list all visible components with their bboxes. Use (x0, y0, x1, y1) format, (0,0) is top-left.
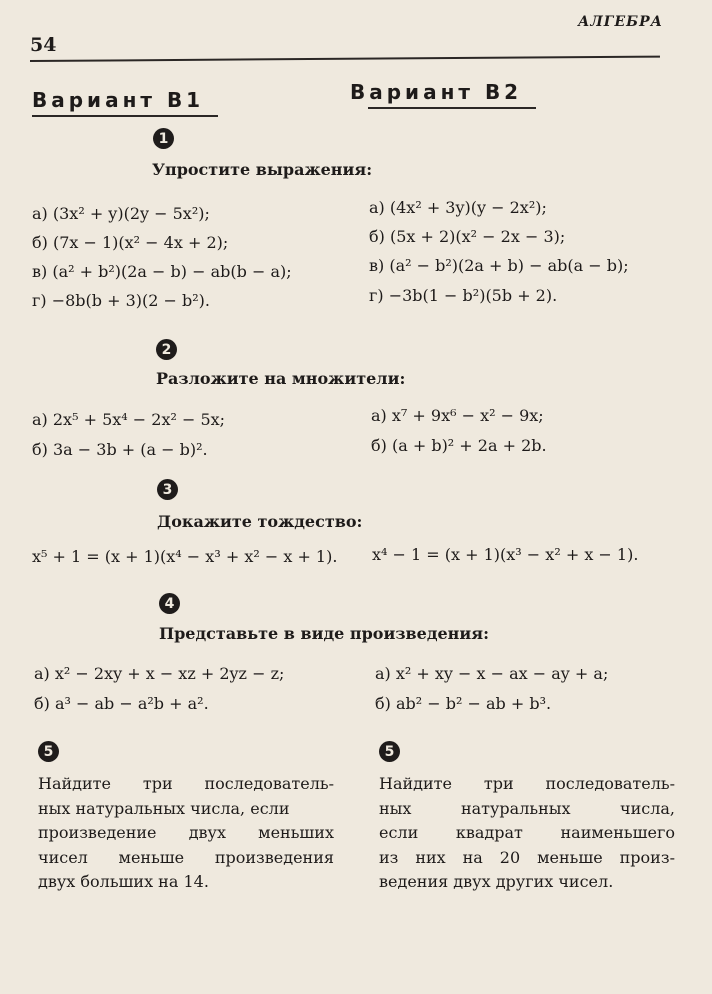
problem-line (38, 821, 334, 846)
task-5-v1-number: 5 (38, 741, 59, 762)
word: Найдите (379, 774, 452, 793)
variant-b1-heading: Вариант В1 (32, 88, 205, 112)
problem-line (379, 772, 675, 797)
task-3-v2: x⁴ − 1 = (x + 1)(x³ − x² + x − 1). (372, 545, 639, 564)
word: меньше (118, 847, 185, 867)
page-number: 54 (30, 34, 57, 56)
word: 20 (499, 847, 521, 867)
problem-line (38, 870, 334, 895)
task-2-v1-a: а) 2x⁵ + 5x⁴ − 2x² − 5x; (32, 410, 226, 429)
task-4-number: 4 (159, 593, 180, 614)
header-rule (30, 56, 660, 62)
word: произведения (214, 847, 334, 867)
word: Найдите (38, 774, 111, 793)
problem-line (379, 846, 675, 871)
word: три (483, 774, 514, 793)
word: произ- (619, 847, 675, 867)
problem-line (379, 870, 675, 895)
task-2-v2-b: б) (a + b)² + 2a + 2b. (371, 436, 547, 455)
task-1-v1-d: г) −8b(b + 3)(2 − b²). (32, 291, 211, 310)
task-2-title: Разложите на множители: (156, 369, 406, 388)
task-1-number: 1 (153, 128, 174, 149)
word: последователь- (204, 774, 334, 793)
word: если (379, 823, 419, 842)
task-4-title: Представьте в виде произведения: (159, 624, 489, 643)
word: ных (379, 798, 412, 818)
task-1-v2-a: а) (4x² + 3y)(y − 2x²); (369, 198, 547, 217)
word: ных натуральных числа, если (38, 798, 290, 818)
problem-line (38, 846, 334, 871)
word: меньших (258, 823, 334, 842)
problem-line (379, 797, 675, 822)
task-4-v1-b: б) a³ − ab − a²b + a². (34, 694, 209, 713)
task-1-v2-b: б) (5x + 2)(x² − 2x − 3); (369, 227, 566, 246)
task-5-v1-text (38, 772, 334, 895)
word: произведение (38, 823, 157, 842)
task-2-v1-b: б) 3a − 3b + (a − b)². (32, 440, 208, 459)
task-1-v1-b: б) (7x − 1)(x² − 4x + 2); (32, 233, 229, 252)
task-4-v1-a: а) x² − 2xy + x − xz + 2yz − z; (34, 664, 285, 683)
task-1-title: Упростите выражения: (152, 160, 373, 179)
word: натуральных (460, 798, 571, 818)
task-2-v2-a: а) x⁷ + 9x⁶ − x² − 9x; (371, 406, 544, 425)
task-5-v2-text (379, 772, 675, 895)
section-title: АЛГЕБРА (578, 14, 664, 30)
problem-line (379, 821, 675, 846)
word: числа, (620, 798, 675, 818)
task-3-title: Докажите тождество: (157, 512, 363, 531)
task-4-v2-a: а) x² + xy − x − ax − ay + a; (375, 664, 609, 683)
task-2-number: 2 (156, 339, 177, 360)
variant-b1-underline (32, 115, 218, 117)
task-1-v1-c: в) (a² + b²)(2a − b) − ab(b − a); (32, 262, 292, 281)
variant-b2-underline (368, 107, 536, 109)
word: двух больших на 14. (38, 872, 209, 891)
task-1-v2-d: г) −3b(1 − b²)(5b + 2). (369, 286, 558, 305)
word: квадрат (455, 823, 523, 842)
variant-b2-heading: Вариант В2 (350, 80, 523, 104)
task-3-number: 3 (157, 479, 178, 500)
task-1-v2-c: в) (a² − b²)(2a + b) − ab(a − b); (369, 256, 629, 275)
word: на (462, 847, 483, 867)
word: двух (188, 823, 226, 842)
problem-line (38, 772, 334, 797)
task-4-v2-b: б) ab² − b² − ab + b³. (375, 694, 552, 713)
word: меньше (537, 847, 603, 867)
task-5-v2-number: 5 (379, 741, 400, 762)
word: из (379, 847, 399, 867)
task-1-v1-a: а) (3x² + y)(2y − 5x²); (32, 204, 210, 223)
word: чисел (38, 847, 88, 867)
task-3-v1: x⁵ + 1 = (x + 1)(x⁴ − x³ + x² − x + 1). (32, 547, 338, 566)
word: три (142, 774, 173, 793)
word: наименьшего (560, 823, 675, 842)
word: них (415, 847, 446, 867)
word: ведения двух других чисел. (379, 872, 614, 891)
problem-line (38, 797, 334, 822)
word: последователь- (545, 774, 675, 793)
